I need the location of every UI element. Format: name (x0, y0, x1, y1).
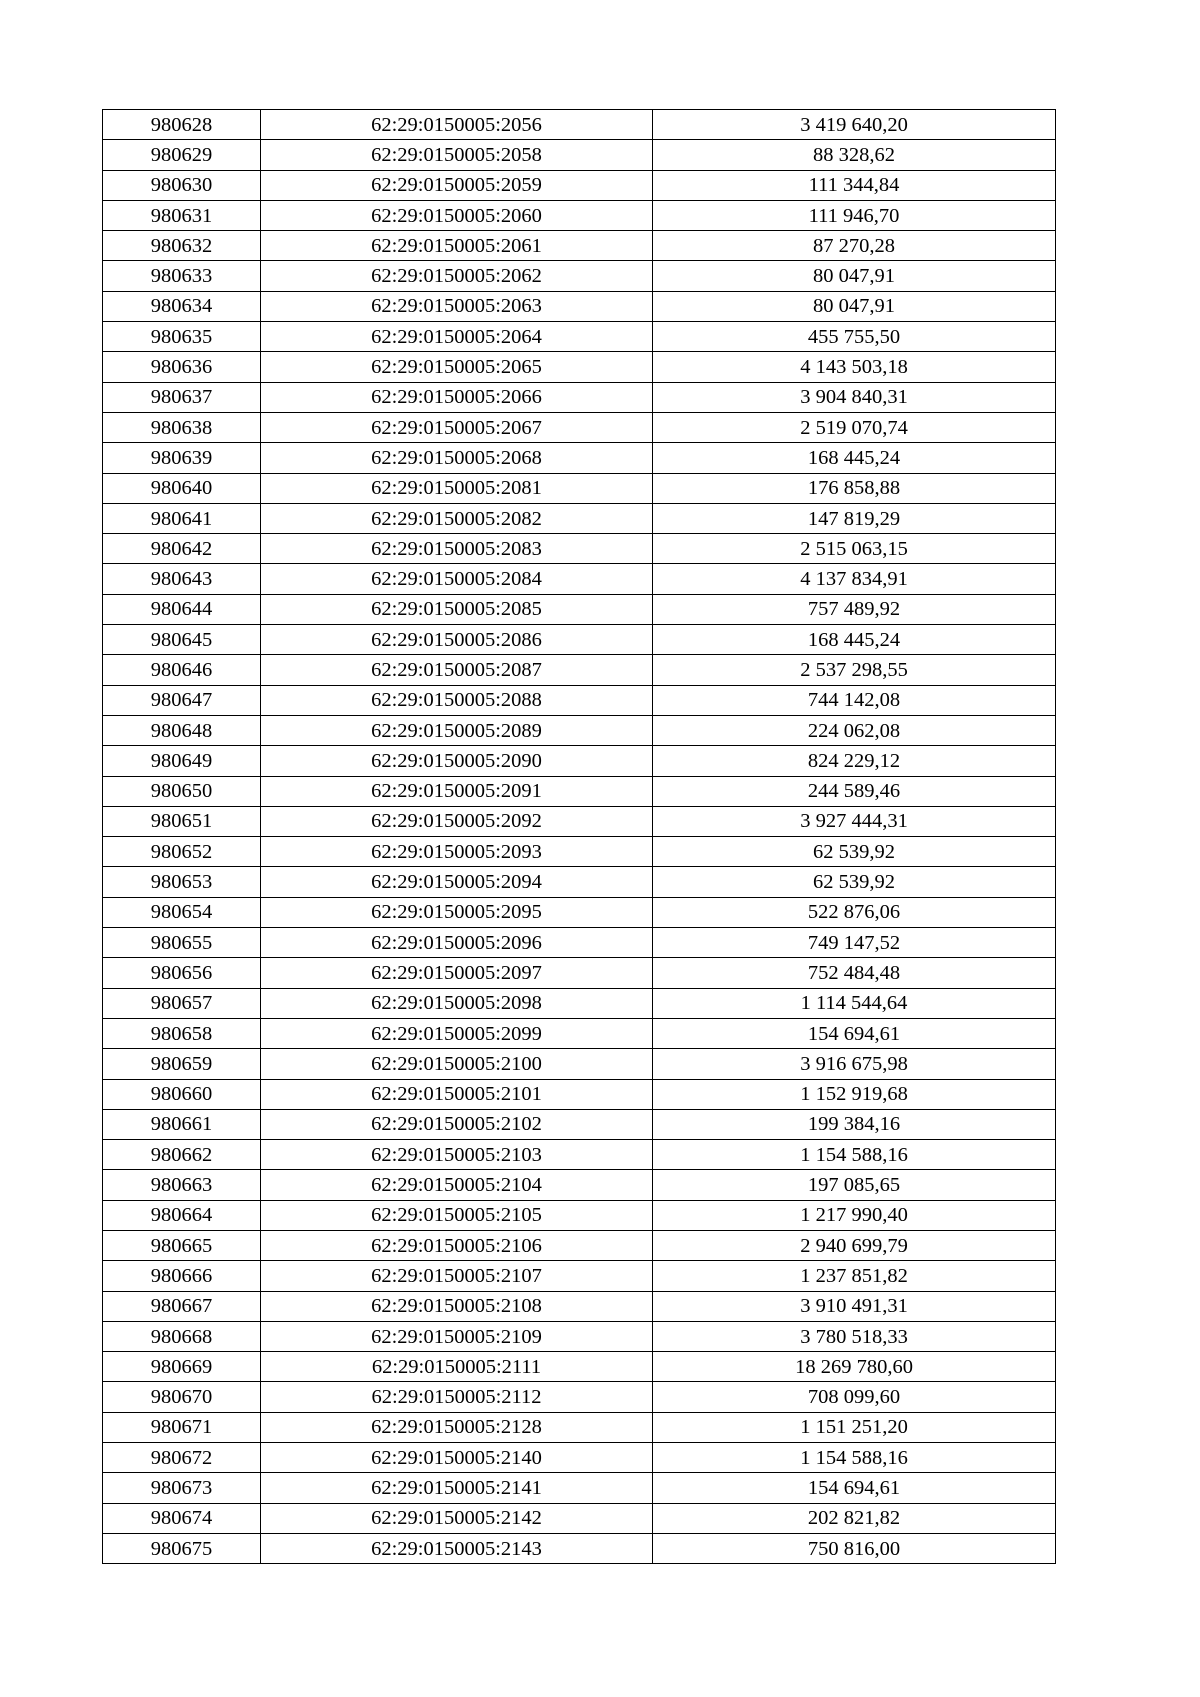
row-number-cell: 980669 (103, 1352, 261, 1382)
table-row (103, 928, 1056, 958)
cadastral-number-cell: 62:29:0150005:2100 (261, 1049, 653, 1079)
row-number-cell: 980633 (103, 261, 261, 291)
cadastral-value-cell: 3 910 491,31 (653, 1291, 1056, 1321)
cadastral-value-cell: 168 445,24 (653, 625, 1056, 655)
table-row (103, 140, 1056, 170)
cadastral-value-cell: 744 142,08 (653, 685, 1056, 715)
cadastral-value-cell: 111 946,70 (653, 200, 1056, 230)
table-row (103, 806, 1056, 836)
table-row (103, 715, 1056, 745)
row-number-cell: 980646 (103, 655, 261, 685)
cadastral-value-cell: 824 229,12 (653, 746, 1056, 776)
table-row (103, 443, 1056, 473)
cadastral-value-cell: 168 445,24 (653, 443, 1056, 473)
cadastral-value-cell: 80 047,91 (653, 291, 1056, 321)
cadastral-number-cell: 62:29:0150005:2058 (261, 140, 653, 170)
row-number-cell: 980649 (103, 746, 261, 776)
table-row (103, 867, 1056, 897)
row-number-cell: 980643 (103, 564, 261, 594)
cadastral-value-cell: 2 537 298,55 (653, 655, 1056, 685)
cadastral-value-cell: 1 154 588,16 (653, 1140, 1056, 1170)
row-number-cell: 980654 (103, 897, 261, 927)
cadastral-number-cell: 62:29:0150005:2097 (261, 958, 653, 988)
row-number-cell: 980645 (103, 625, 261, 655)
cadastral-value-cell: 147 819,29 (653, 503, 1056, 533)
cadastral-number-cell: 62:29:0150005:2094 (261, 867, 653, 897)
row-number-cell: 980662 (103, 1140, 261, 1170)
cadastral-number-cell: 62:29:0150005:2090 (261, 746, 653, 776)
cadastral-value-cell: 3 904 840,31 (653, 382, 1056, 412)
cadastral-number-cell: 62:29:0150005:2087 (261, 655, 653, 685)
cadastral-number-cell: 62:29:0150005:2091 (261, 776, 653, 806)
row-number-cell: 980635 (103, 322, 261, 352)
cadastral-value-cell: 111 344,84 (653, 170, 1056, 200)
table-row (103, 322, 1056, 352)
row-number-cell: 980656 (103, 958, 261, 988)
cadastral-value-cell: 522 876,06 (653, 897, 1056, 927)
cadastral-value-cell: 88 328,62 (653, 140, 1056, 170)
cadastral-number-cell: 62:29:0150005:2098 (261, 988, 653, 1018)
table-row (103, 837, 1056, 867)
cadastral-number-cell: 62:29:0150005:2086 (261, 625, 653, 655)
cadastral-value-cell: 197 085,65 (653, 1170, 1056, 1200)
row-number-cell: 980661 (103, 1109, 261, 1139)
row-number-cell: 980674 (103, 1503, 261, 1533)
cadastral-number-cell: 62:29:0150005:2103 (261, 1140, 653, 1170)
table-row (103, 746, 1056, 776)
table-body (103, 110, 1056, 1564)
cadastral-value-cell: 1 114 544,64 (653, 988, 1056, 1018)
row-number-cell: 980658 (103, 1018, 261, 1048)
cadastral-number-cell: 62:29:0150005:2140 (261, 1443, 653, 1473)
cadastral-number-cell: 62:29:0150005:2109 (261, 1321, 653, 1351)
table-row (103, 1291, 1056, 1321)
cadastral-number-cell: 62:29:0150005:2111 (261, 1352, 653, 1382)
table-row (103, 261, 1056, 291)
cadastral-number-cell: 62:29:0150005:2106 (261, 1230, 653, 1260)
cadastral-number-cell: 62:29:0150005:2092 (261, 806, 653, 836)
table-row (103, 1261, 1056, 1291)
table-row (103, 1382, 1056, 1412)
row-number-cell: 980644 (103, 594, 261, 624)
cadastral-number-cell: 62:29:0150005:2104 (261, 1170, 653, 1200)
table-row (103, 1412, 1056, 1442)
table-row (103, 1079, 1056, 1109)
table-row (103, 1503, 1056, 1533)
cadastral-number-cell: 62:29:0150005:2089 (261, 715, 653, 745)
cadastral-value-cell: 224 062,08 (653, 715, 1056, 745)
table-row (103, 170, 1056, 200)
cadastral-number-cell: 62:29:0150005:2064 (261, 322, 653, 352)
row-number-cell: 980671 (103, 1412, 261, 1442)
cadastral-value-cell: 176 858,88 (653, 473, 1056, 503)
table-row (103, 1443, 1056, 1473)
cadastral-value-cell: 750 816,00 (653, 1533, 1056, 1563)
cadastral-value-cell: 2 940 699,79 (653, 1230, 1056, 1260)
table-row (103, 655, 1056, 685)
row-number-cell: 980647 (103, 685, 261, 715)
cadastral-number-cell: 62:29:0150005:2061 (261, 231, 653, 261)
row-number-cell: 980663 (103, 1170, 261, 1200)
row-number-cell: 980675 (103, 1533, 261, 1563)
cadastral-value-cell: 757 489,92 (653, 594, 1056, 624)
row-number-cell: 980629 (103, 140, 261, 170)
cadastral-number-cell: 62:29:0150005:2056 (261, 110, 653, 140)
cadastral-value-cell: 62 539,92 (653, 837, 1056, 867)
table-row (103, 473, 1056, 503)
cadastral-value-cell: 1 154 588,16 (653, 1443, 1056, 1473)
cadastral-number-cell: 62:29:0150005:2105 (261, 1200, 653, 1230)
cadastral-number-cell: 62:29:0150005:2083 (261, 534, 653, 564)
cadastral-value-cell: 199 384,16 (653, 1109, 1056, 1139)
table-row (103, 1200, 1056, 1230)
cadastral-value-cell: 749 147,52 (653, 928, 1056, 958)
row-number-cell: 980659 (103, 1049, 261, 1079)
row-number-cell: 980634 (103, 291, 261, 321)
table-row (103, 200, 1056, 230)
table-row (103, 988, 1056, 1018)
cadastral-value-cell: 4 143 503,18 (653, 352, 1056, 382)
table-row (103, 1352, 1056, 1382)
cadastral-number-cell: 62:29:0150005:2067 (261, 412, 653, 442)
cadastral-value-cell: 154 694,61 (653, 1473, 1056, 1503)
cadastral-value-cell: 3 419 640,20 (653, 110, 1056, 140)
cadastral-number-cell: 62:29:0150005:2065 (261, 352, 653, 382)
cadastral-value-cell: 3 780 518,33 (653, 1321, 1056, 1351)
cadastral-number-cell: 62:29:0150005:2084 (261, 564, 653, 594)
table-row (103, 897, 1056, 927)
row-number-cell: 980652 (103, 837, 261, 867)
row-number-cell: 980657 (103, 988, 261, 1018)
cadastral-value-cell: 455 755,50 (653, 322, 1056, 352)
cadastral-number-cell: 62:29:0150005:2066 (261, 382, 653, 412)
table-row (103, 685, 1056, 715)
table-row (103, 382, 1056, 412)
cadastral-number-cell: 62:29:0150005:2107 (261, 1261, 653, 1291)
row-number-cell: 980638 (103, 412, 261, 442)
table-row (103, 291, 1056, 321)
cadastral-number-cell: 62:29:0150005:2088 (261, 685, 653, 715)
table-row (103, 776, 1056, 806)
row-number-cell: 980667 (103, 1291, 261, 1321)
cadastral-value-cell: 87 270,28 (653, 231, 1056, 261)
row-number-cell: 980636 (103, 352, 261, 382)
row-number-cell: 980665 (103, 1230, 261, 1260)
cadastral-value-cell: 80 047,91 (653, 261, 1056, 291)
row-number-cell: 980637 (103, 382, 261, 412)
row-number-cell: 980664 (103, 1200, 261, 1230)
table-row (103, 352, 1056, 382)
table-row (103, 958, 1056, 988)
row-number-cell: 980672 (103, 1443, 261, 1473)
cadastral-value-cell: 708 099,60 (653, 1382, 1056, 1412)
cadastral-number-cell: 62:29:0150005:2060 (261, 200, 653, 230)
cadastral-value-cell: 1 237 851,82 (653, 1261, 1056, 1291)
row-number-cell: 980666 (103, 1261, 261, 1291)
cadastral-value-cell: 4 137 834,91 (653, 564, 1056, 594)
cadastral-value-cell: 752 484,48 (653, 958, 1056, 988)
table-row (103, 1140, 1056, 1170)
cadastral-value-cell: 3 927 444,31 (653, 806, 1056, 836)
table-row (103, 1533, 1056, 1563)
cadastral-value-table (102, 109, 1056, 1564)
cadastral-number-cell: 62:29:0150005:2142 (261, 1503, 653, 1533)
cadastral-number-cell: 62:29:0150005:2099 (261, 1018, 653, 1048)
table-row (103, 1321, 1056, 1351)
cadastral-number-cell: 62:29:0150005:2095 (261, 897, 653, 927)
row-number-cell: 980660 (103, 1079, 261, 1109)
table-row (103, 1170, 1056, 1200)
cadastral-value-cell: 1 152 919,68 (653, 1079, 1056, 1109)
table-row (103, 625, 1056, 655)
table-row (103, 1049, 1056, 1079)
table-row (103, 1018, 1056, 1048)
cadastral-number-cell: 62:29:0150005:2102 (261, 1109, 653, 1139)
cadastral-number-cell: 62:29:0150005:2096 (261, 928, 653, 958)
row-number-cell: 980668 (103, 1321, 261, 1351)
row-number-cell: 980648 (103, 715, 261, 745)
cadastral-value-cell: 2 515 063,15 (653, 534, 1056, 564)
table-row (103, 534, 1056, 564)
row-number-cell: 980640 (103, 473, 261, 503)
cadastral-number-cell: 62:29:0150005:2085 (261, 594, 653, 624)
cadastral-number-cell: 62:29:0150005:2101 (261, 1079, 653, 1109)
row-number-cell: 980642 (103, 534, 261, 564)
row-number-cell: 980651 (103, 806, 261, 836)
row-number-cell: 980670 (103, 1382, 261, 1412)
cadastral-value-cell: 62 539,92 (653, 867, 1056, 897)
row-number-cell: 980655 (103, 928, 261, 958)
cadastral-number-cell: 62:29:0150005:2141 (261, 1473, 653, 1503)
cadastral-value-cell: 154 694,61 (653, 1018, 1056, 1048)
cadastral-value-cell: 1 151 251,20 (653, 1412, 1056, 1442)
row-number-cell: 980641 (103, 503, 261, 533)
row-number-cell: 980632 (103, 231, 261, 261)
row-number-cell: 980639 (103, 443, 261, 473)
cadastral-value-cell: 3 916 675,98 (653, 1049, 1056, 1079)
row-number-cell: 980650 (103, 776, 261, 806)
table-row (103, 110, 1056, 140)
table-row (103, 564, 1056, 594)
table-row (103, 594, 1056, 624)
cadastral-value-cell: 18 269 780,60 (653, 1352, 1056, 1382)
table-row (103, 231, 1056, 261)
cadastral-number-cell: 62:29:0150005:2143 (261, 1533, 653, 1563)
cadastral-number-cell: 62:29:0150005:2108 (261, 1291, 653, 1321)
cadastral-value-cell: 244 589,46 (653, 776, 1056, 806)
cadastral-value-cell: 202 821,82 (653, 1503, 1056, 1533)
cadastral-number-cell: 62:29:0150005:2112 (261, 1382, 653, 1412)
cadastral-number-cell: 62:29:0150005:2128 (261, 1412, 653, 1442)
table-row (103, 1109, 1056, 1139)
row-number-cell: 980631 (103, 200, 261, 230)
cadastral-value-cell: 2 519 070,74 (653, 412, 1056, 442)
cadastral-number-cell: 62:29:0150005:2093 (261, 837, 653, 867)
row-number-cell: 980628 (103, 110, 261, 140)
cadastral-value-cell: 1 217 990,40 (653, 1200, 1056, 1230)
table-row (103, 1473, 1056, 1503)
cadastral-number-cell: 62:29:0150005:2062 (261, 261, 653, 291)
row-number-cell: 980630 (103, 170, 261, 200)
row-number-cell: 980673 (103, 1473, 261, 1503)
table-row (103, 503, 1056, 533)
cadastral-number-cell: 62:29:0150005:2082 (261, 503, 653, 533)
row-number-cell: 980653 (103, 867, 261, 897)
cadastral-number-cell: 62:29:0150005:2081 (261, 473, 653, 503)
table-row (103, 1230, 1056, 1260)
cadastral-number-cell: 62:29:0150005:2059 (261, 170, 653, 200)
cadastral-number-cell: 62:29:0150005:2063 (261, 291, 653, 321)
table-row (103, 412, 1056, 442)
cadastral-number-cell: 62:29:0150005:2068 (261, 443, 653, 473)
